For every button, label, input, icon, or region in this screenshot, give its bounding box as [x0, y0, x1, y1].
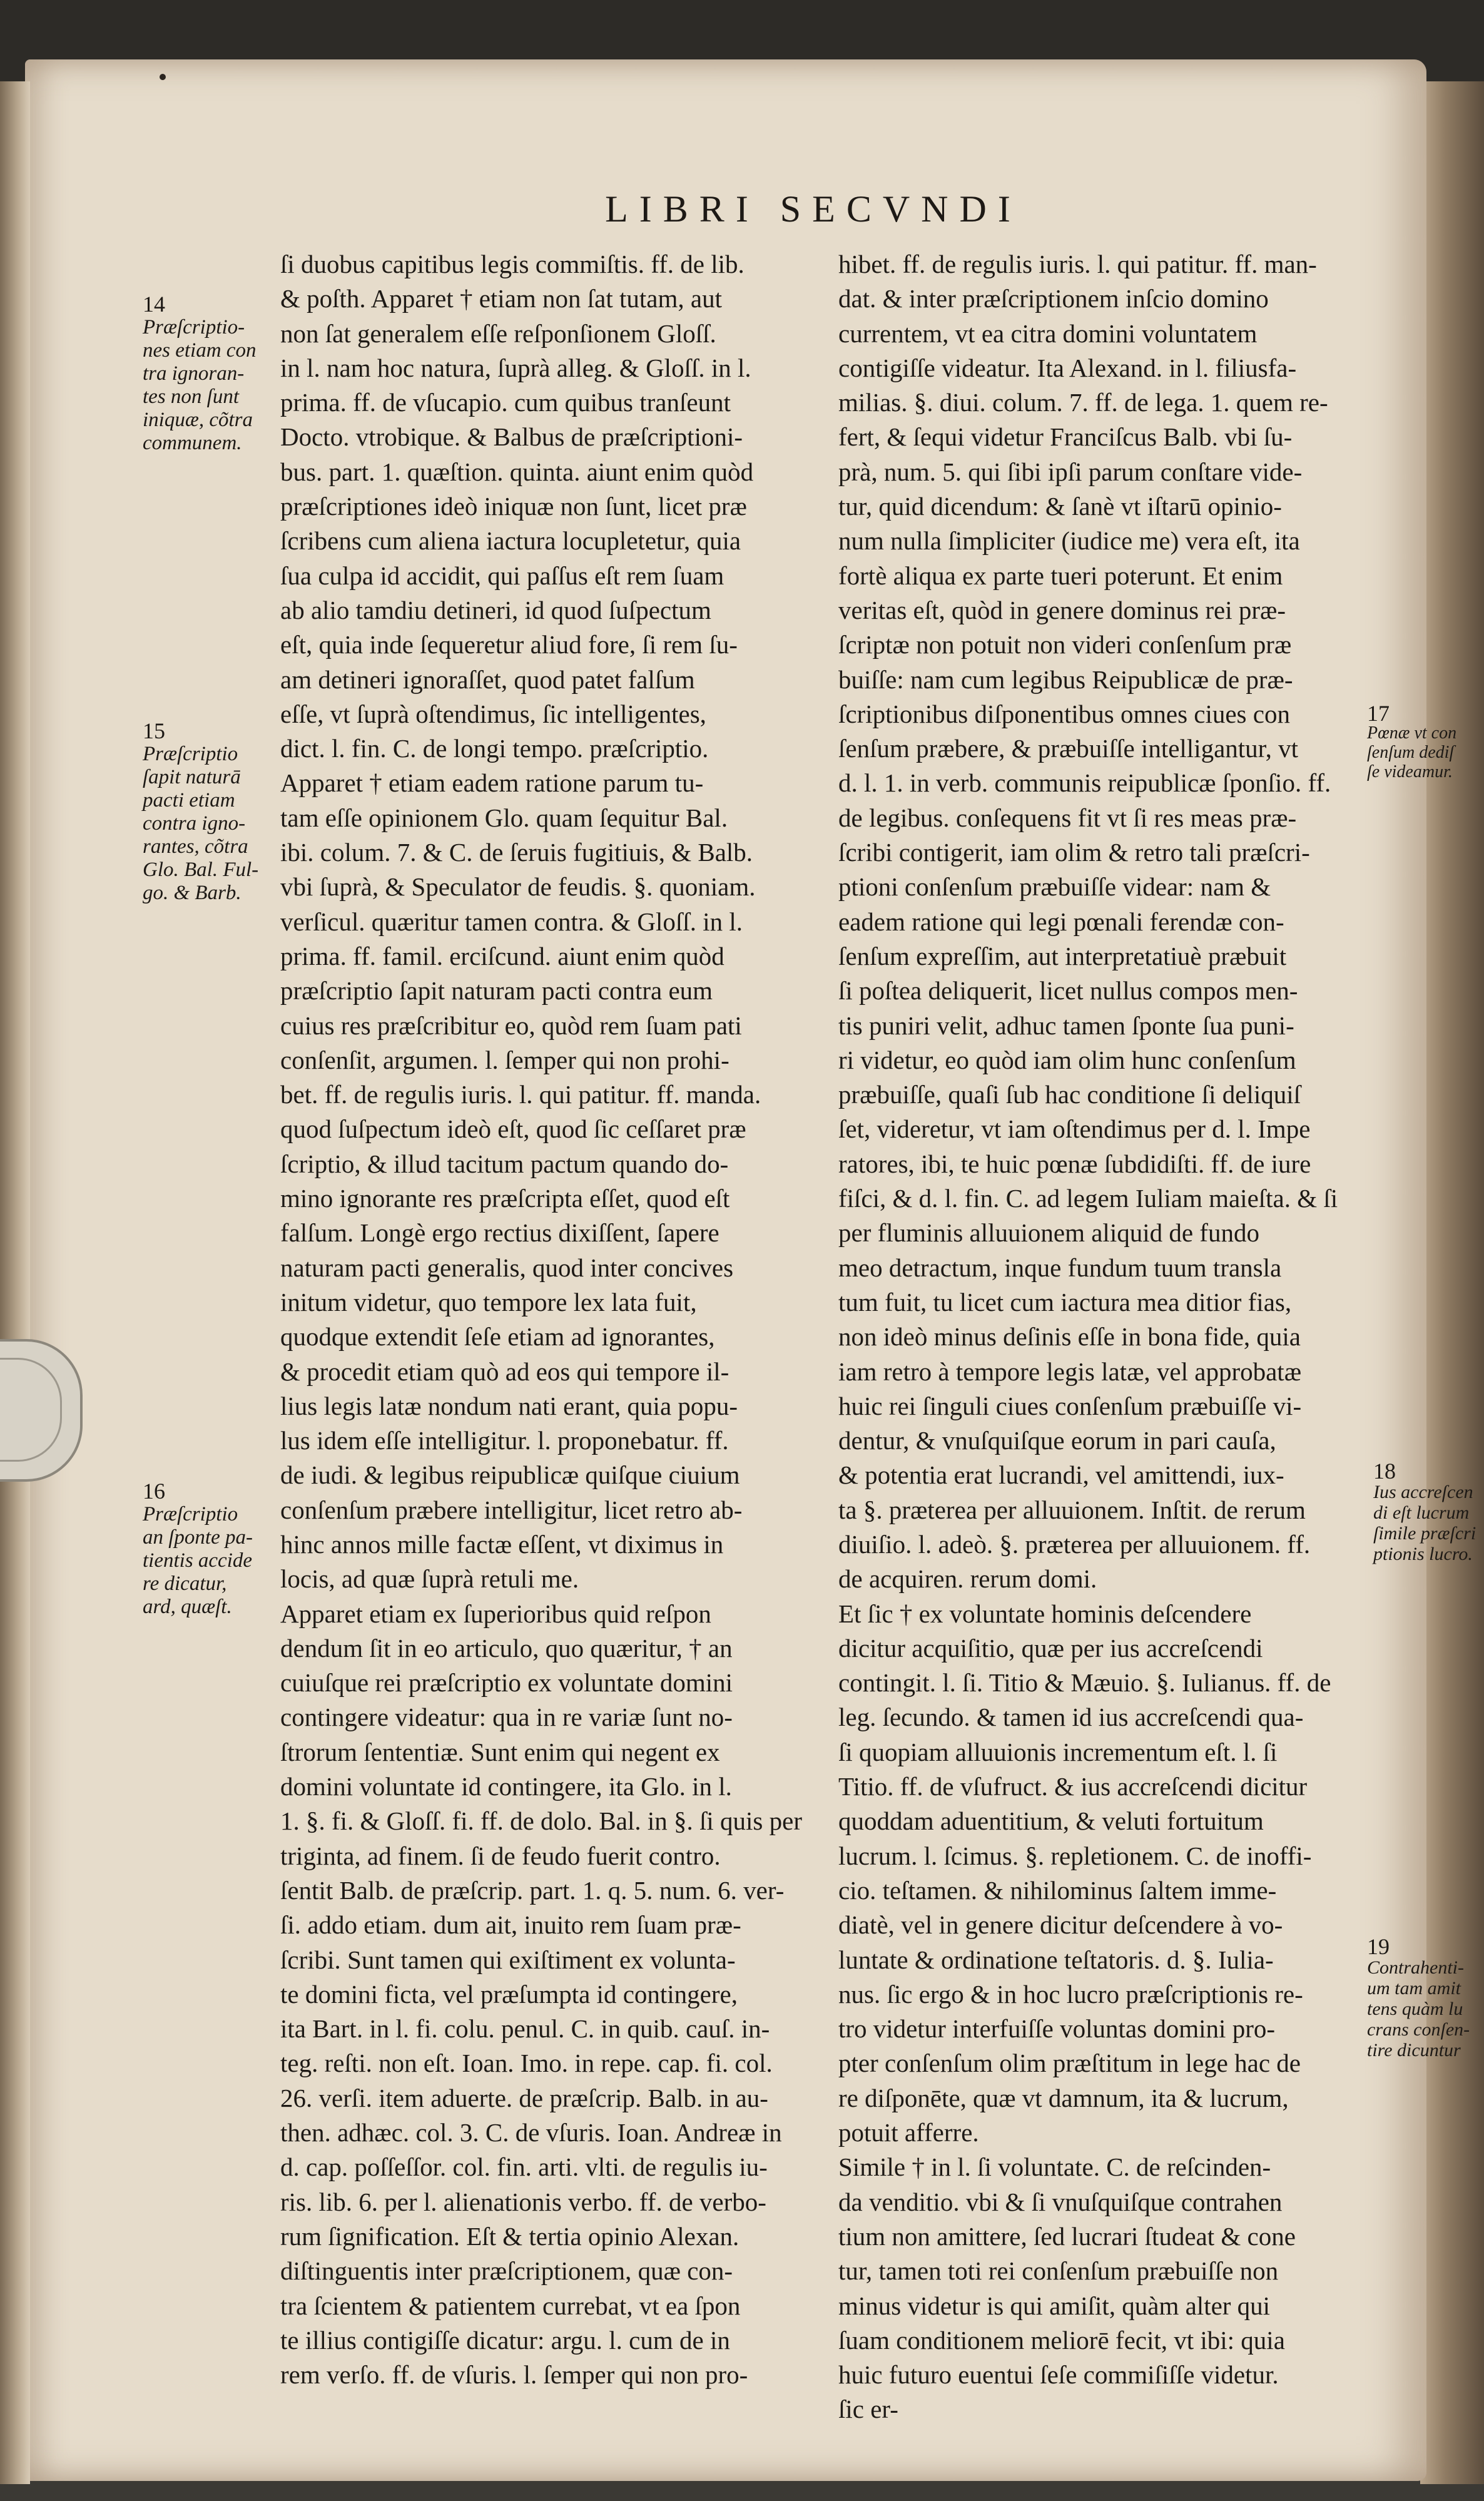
text-line: ſic er- — [838, 2395, 898, 2424]
text-line: naturam pacti generalis, quod inter concives — [280, 1253, 734, 1282]
margin-note-line: ſimile præſcri — [1373, 1523, 1476, 1544]
text-line: diatè, vel in genere dicitur deſcendere à vo- — [838, 1910, 1283, 1940]
text-line: then. adhæc. col. 3. C. de vſuris. Ioan. Andreæ in — [280, 2118, 782, 2147]
text-line: præbuiſſe, quaſi ſub hac conditione ſi deliquiſ — [838, 1080, 1301, 1109]
text-line: fortè aliqua ex parte tueri poterunt. Et enim — [838, 561, 1283, 590]
text-line: domini voluntate id contingere, ita Glo. in l. — [280, 1772, 732, 1801]
text-line: diſtinguentis inter præſcriptionem, quæ con- — [280, 2256, 733, 2286]
text-line: milias. §. diui. colum. 7. ff. de lega. 1. quem re- — [838, 388, 1328, 417]
text-line: ſcribens cum aliena iactura locupletetur, quia — [280, 526, 741, 556]
text-line: te domini ficta, vel præſumpta id contingere, — [280, 1979, 738, 2009]
book-spine-edge — [0, 81, 30, 2484]
text-line: ſentit Balb. de præſcrip. part. 1. q. 5. num. 6. ver- — [280, 1875, 785, 1905]
margin-note-line: tes non ſunt — [143, 385, 239, 408]
text-line: dat. & inter præſcriptionem inſcio domino — [838, 284, 1269, 313]
margin-note-line: crans conſen- — [1367, 2019, 1470, 2040]
text-line: iam retro à tempore legis latæ, vel approbatæ — [838, 1357, 1302, 1386]
left-column — [280, 247, 802, 2392]
text-line: veritas eſt, quòd in genere dominus rei præ- — [838, 595, 1286, 624]
text-line: tur, tamen toti rei conſenſum præbuiſſe non — [838, 2256, 1279, 2286]
text-line: am detineri ignoraſſet, quod patet falſum — [280, 665, 695, 694]
text-line: potuit afferre. — [838, 2118, 979, 2147]
margin-note-line: pacti etiam — [143, 789, 235, 812]
margin-note-line: communem. — [143, 432, 242, 454]
text-line: eſſe, vt ſuprà oſtendimus, ſic intelligentes, — [280, 699, 706, 728]
text-line: ſi quopiam alluuionis incrementum eſt. l. ſi — [838, 1737, 1278, 1766]
text-line: falſum. Longè ergo rectius dixiſſent, ſapere — [280, 1218, 719, 1248]
margin-note-line: Præſcriptio — [143, 743, 238, 765]
margin-note-number: 15 — [143, 718, 165, 743]
text-line: re diſponēte, quæ vt damnum, ita & lucrum, — [838, 2083, 1289, 2112]
text-line: ſi poſtea deliquerit, licet nullus compos men- — [838, 976, 1298, 1006]
text-line: ita Bart. in l. fi. colu. penul. C. in quib. cauſ. in- — [280, 2014, 770, 2044]
text-line: tis puniri velit, adhuc tamen ſponte ſua puni- — [838, 1011, 1294, 1040]
text-line: 1. §. fi. & Gloſſ. fi. ff. de dolo. Bal. in §. ſi quis per — [280, 1806, 802, 1836]
text-line: locis, ad quæ ſuprà retuli me. — [280, 1564, 579, 1594]
margin-note-line: tire dicuntur — [1367, 2040, 1461, 2060]
text-line: luntate & ordinatione teſtatoris. d. §. Iulia- — [838, 1945, 1274, 1974]
text-line: per fluminis alluuionem aliquid de fundo — [838, 1218, 1259, 1248]
text-line: prima. ff. de vſucapio. cum quibus tranſeunt — [280, 388, 731, 417]
margin-note-line: contra igno- — [143, 812, 246, 835]
text-line: teg. reſti. non eſt. Ioan. Imo. in repe. cap. fi. col. — [280, 2049, 773, 2078]
text-line: tum fuit, tu licet cum iactura mea ditior fias, — [838, 1287, 1292, 1317]
text-line: ſua culpa id accidit, qui paſſus eſt rem ſuam — [280, 561, 724, 590]
text-line: ſenſum præbere, & præbuiſſe intelligantur, vt — [838, 734, 1299, 763]
margin-note-14 — [143, 293, 256, 455]
text-line: fert, & ſequi videtur Franciſcus Balb. vbi ſu- — [838, 422, 1293, 452]
margin-note-number: 17 — [1367, 701, 1390, 726]
text-line: fiſci, & d. l. fin. C. ad legem Iuliam maieſta. & ſi — [838, 1184, 1338, 1213]
text-line: Docto. vtrobique. & Balbus de præſcriptioni- — [280, 422, 743, 452]
text-line: Simile † in l. ſi voluntate. C. de reſcinden- — [838, 2152, 1271, 2182]
text-line: & potentia erat lucrandi, vel amittendi, iux- — [838, 1460, 1284, 1490]
text-line: pter conſenſum olim præſtitum in lege hac de — [838, 2049, 1301, 2078]
text-line: in l. nam hoc natura, ſuprà alleg. & Gloſſ. in l. — [280, 353, 751, 382]
text-line: initum videtur, quo tempore lex lata fuit, — [280, 1287, 697, 1317]
text-line: bet. ff. de regulis iuris. l. qui patitur. ff. manda. — [280, 1080, 761, 1109]
text-line: tra ſcientem & patientem currebat, vt ea ſpon — [280, 2291, 741, 2320]
text-line: præſcriptio ſapit naturam pacti contra eum — [280, 976, 713, 1006]
text-line: ſi duobus capitibus legis commiſtis. ff. de lib. — [280, 250, 745, 278]
text-line: ptioni conſenſum præbuiſſe videar: nam & — [838, 872, 1271, 902]
text-line: dicitur acquiſitio, quæ per ius accreſcendi — [838, 1633, 1263, 1663]
text-line: de iudi. & legibus reipublicæ quiſque ciuium — [280, 1460, 740, 1490]
text-line: mino ignorante res præſcripta eſſet, quod eſt — [280, 1184, 730, 1213]
text-line: d. l. 1. in verb. communis reipublicæ ſponſio. ff. — [838, 768, 1331, 798]
margin-note-line: um tam amit — [1367, 1978, 1461, 1999]
text-line: cio. teſtamen. & nihilominus ſaltem imme- — [838, 1875, 1277, 1905]
margin-note-line: iniquæ, cõtra — [143, 409, 253, 431]
text-line: 26. verſi. item aduerte. de præſcrip. Balb. in au- — [280, 2083, 768, 2112]
text-line: ſet, videretur, vt iam oſtendimus per d. l. Impe — [838, 1114, 1311, 1144]
text-line: tium non amittere, ſed lucrari ſtudeat & cone — [838, 2221, 1296, 2251]
text-line: conſenſum præbere intelligitur, licet retro ab- — [280, 1495, 743, 1524]
text-line: ſcriptio, & illud tacitum pactum quando do- — [280, 1149, 729, 1178]
text-line: ta §. præterea per alluuionem. Inſtit. de rerum — [838, 1495, 1306, 1524]
text-line: Apparet etiam ex ſuperioribus quid reſpon — [280, 1599, 711, 1628]
text-line: & poſth. Apparet † etiam non ſat tutam, aut — [280, 284, 722, 313]
text-line: ratores, ibi, te huic pœnæ ſubdidiſti. ff. de iure — [838, 1149, 1311, 1178]
margin-note-line: an ſponte pa- — [143, 1526, 253, 1549]
text-line: ris. lib. 6. per l. alienationis verbo. ff. de verbo- — [280, 2187, 766, 2216]
text-line: da venditio. vbi & ſi vnuſquiſque contrahen — [838, 2187, 1283, 2216]
text-line: meo detractum, inque fundum tuum transla — [838, 1253, 1282, 1282]
text-line: lius legis latæ nondum nati erant, quia popu- — [280, 1391, 738, 1420]
text-line: ſenſum expreſſim, aut interpretatiuè præbuit — [838, 941, 1287, 970]
text-line: ſcribi. Sunt tamen qui exiſtiment ex volunta- — [280, 1945, 736, 1974]
text-line: vbi ſuprà, & Speculator de feudis. §. quoniam. — [280, 872, 756, 902]
right-column — [838, 247, 1338, 2427]
text-line: non ideò minus deſinis eſſe in bona fide, quia — [838, 1322, 1301, 1352]
margin-note-line: Glo. Bal. Ful- — [143, 858, 259, 881]
text-line: contingit. l. ſi. Titio & Mæuio. §. Iulianus. ff. de — [838, 1668, 1331, 1698]
text-line: ab alio tamdiu detineri, id quod ſuſpectum — [280, 595, 711, 624]
margin-note-line: nes etiam con — [143, 339, 257, 362]
text-line: leg. ſecundo. & tamen id ius accreſcendi qua- — [838, 1703, 1304, 1732]
margin-note-line: Præſcriptio- — [143, 316, 245, 339]
text-line: tur, quid dicendum: & ſanè vt iſtarū opinio- — [838, 492, 1282, 521]
text-line: de acquiren. rerum domi. — [838, 1564, 1097, 1594]
text-line: minus videtur is qui amiſit, quàm alter qui — [838, 2291, 1271, 2320]
text-line: rum ſignification. Eſt & tertia opinio Alexan. — [280, 2221, 739, 2251]
text-line: cuius res præſcribitur eo, quòd rem ſuam pati — [280, 1011, 742, 1040]
ink-dot — [160, 74, 166, 80]
margin-note-line: Pœnæ vt con — [1367, 723, 1457, 743]
text-line: tro videtur interfuiſſe voluntas domini pro- — [838, 2014, 1276, 2044]
margin-note-line: Contrahenti- — [1367, 1957, 1464, 1978]
margin-note-16 — [143, 1480, 253, 1619]
text-line: ſcriptionibus diſponentibus omnes ciues con — [838, 699, 1290, 728]
margin-note-line: Præſcriptio — [143, 1503, 238, 1526]
text-line: verſicul. quæritur tamen contra. & Gloſſ. in l. — [280, 907, 743, 936]
text-line: lucrum. l. ſcimus. §. repletionem. C. de inoffi- — [838, 1841, 1312, 1870]
text-line: dict. l. fin. C. de longi tempo. præſcriptio. — [280, 734, 709, 763]
margin-note-line: tens quàm lu — [1367, 1999, 1463, 2019]
text-line: dentur, & vnuſquiſque eorum in pari cauſa, — [838, 1426, 1276, 1455]
text-line: quoddam aduentitium, & veluti fortuitum — [838, 1806, 1264, 1836]
text-line: diuiſio. l. adeò. §. præterea per alluuionem. ff. — [838, 1529, 1311, 1559]
text-line: eadem ratione qui legi pœnali ferendæ con- — [838, 907, 1284, 936]
text-line: ſcriptæ non potuit non videri conſenſum præ — [838, 630, 1292, 660]
text-line: ri videtur, eo quòd iam olim hunc conſenſum — [838, 1045, 1296, 1074]
text-line: num nulla ſimpliciter (iudice me) vera eſt, ita — [838, 526, 1300, 556]
margin-note-number: 14 — [143, 292, 165, 317]
margin-note-number: 18 — [1373, 1459, 1396, 1484]
margin-note-line: ard, quæſt. — [143, 1596, 232, 1618]
text-line: hibet. ff. de regulis iuris. l. qui patitur. ff. man- — [838, 250, 1317, 278]
text-line: hinc annos mille factæ eſſent, vt diximus in — [280, 1529, 724, 1559]
margin-note-line: re dicatur, — [143, 1572, 227, 1595]
margin-note-line: tientis accide — [143, 1549, 253, 1572]
text-line: & procedit etiam quò ad eos qui tempore il- — [280, 1357, 729, 1386]
margin-note-line: Ius accreſcen — [1373, 1482, 1473, 1502]
text-line: ſtrorum ſententiæ. Sunt enim qui negent ex — [280, 1737, 720, 1766]
text-line: huic rei ſinguli ciues conſenſum præbuiſſe vi- — [838, 1391, 1302, 1420]
text-line: ibi. colum. 7. & C. de ſeruis fugitiuis, & Balb. — [280, 838, 753, 867]
text-line: eſt, quia inde ſequeretur aliud fore, ſi rem ſu- — [280, 630, 738, 660]
text-line: contingere videatur: qua in re variæ ſunt no- — [280, 1703, 733, 1732]
text-line: conſenſit, argumen. l. ſemper qui non prohi- — [280, 1045, 729, 1074]
margin-note-line: ptionis lucro. — [1373, 1544, 1473, 1564]
margin-note-line: ſe videamur. — [1367, 762, 1453, 782]
running-head: LIBRI SECVNDI — [605, 188, 1022, 230]
text-line: huic futuro euentui ſeſe commiſiſſe videtur. — [838, 2360, 1279, 2390]
text-line: dendum ſit in eo articulo, quo quæritur, † an — [280, 1633, 733, 1663]
text-line: cuiuſque rei præſcriptio ex voluntate domini — [280, 1668, 733, 1698]
text-line: prima. ff. famil. erciſcund. aiunt enim quòd — [280, 941, 724, 970]
text-line: prà, num. 5. qui ſibi ipſi parum conſtare vide- — [838, 457, 1303, 486]
margin-note-line: rantes, cõtra — [143, 835, 248, 858]
margin-note-line: di eſt lucrum — [1373, 1502, 1470, 1523]
text-line: te illius contigiſſe dicatur: argu. l. cum de in — [280, 2325, 730, 2355]
margin-note-19 — [1367, 1934, 1470, 2060]
text-line: de legibus. conſequens fit vt ſi res meas præ- — [838, 803, 1297, 832]
text-line: ſi. addo etiam. dum ait, inuito rem ſuam præ- — [280, 1910, 741, 1940]
text-line: rem verſo. ff. de vſuris. l. ſemper qui non pro- — [280, 2360, 748, 2390]
text-line: non ſat generalem eſſe reſponſionem Gloſſ. — [280, 318, 716, 348]
margin-note-line: ſapit naturā — [143, 766, 241, 788]
text-line: lus idem eſſe intelligitur. l. proponebatur. ff. — [280, 1426, 729, 1455]
text-line: tam eſſe opinionem Glo. quam ſequitur Bal. — [280, 803, 728, 832]
margin-note-15 — [143, 720, 258, 905]
margin-note-line: tra ignoran- — [143, 362, 245, 385]
text-line: præſcriptiones ideò iniquæ non ſunt, licet præ — [280, 492, 747, 521]
text-line: ſcribi contigerit, iam olim & retro tali præſcri- — [838, 838, 1310, 867]
margin-note-17 — [1367, 701, 1457, 782]
margin-note-number: 19 — [1367, 1934, 1390, 1959]
margin-note-18 — [1373, 1461, 1476, 1564]
text-line: triginta, ad finem. ſi de feudo fuerit contro. — [280, 1841, 721, 1870]
next-page-edge — [1420, 81, 1484, 2484]
text-line: Titio. ff. de vſufruct. & ius accreſcendi dicitur — [838, 1772, 1308, 1801]
text-line: nus. ſic ergo & in hoc lucro præſcriptionis re- — [838, 1979, 1303, 2009]
text-line: bus. part. 1. quæſtion. quinta. aiunt enim quòd — [280, 457, 754, 486]
text-line: currentem, vt ea citra domini voluntatem — [838, 318, 1258, 348]
text-line: contigiſſe videatur. Ita Alexand. in l. filiusfa- — [838, 353, 1297, 382]
margin-note-line: go. & Barb. — [143, 882, 241, 904]
text-line: d. cap. poſſeſſor. col. fin. arti. vlti. de regulis iu- — [280, 2152, 768, 2182]
text-line: Apparet † etiam eadem ratione parum tu- — [280, 768, 704, 798]
text-line: quod ſuſpectum ideò eſt, quod ſic ceſſaret præ — [280, 1114, 746, 1144]
margin-note-line: ſenſum dediſ — [1367, 743, 1455, 762]
text-line: ſuam conditionem meliorē fecit, vt ibi: quia — [838, 2325, 1285, 2355]
margin-note-number: 16 — [143, 1479, 165, 1504]
text-line: quodque extendit ſeſe etiam ad ignorantes, — [280, 1322, 715, 1352]
text-line: buiſſe: nam cum legibus Reipublicæ de præ- — [838, 665, 1293, 694]
text-line: Et ſic † ex voluntate hominis deſcendere — [838, 1599, 1252, 1628]
